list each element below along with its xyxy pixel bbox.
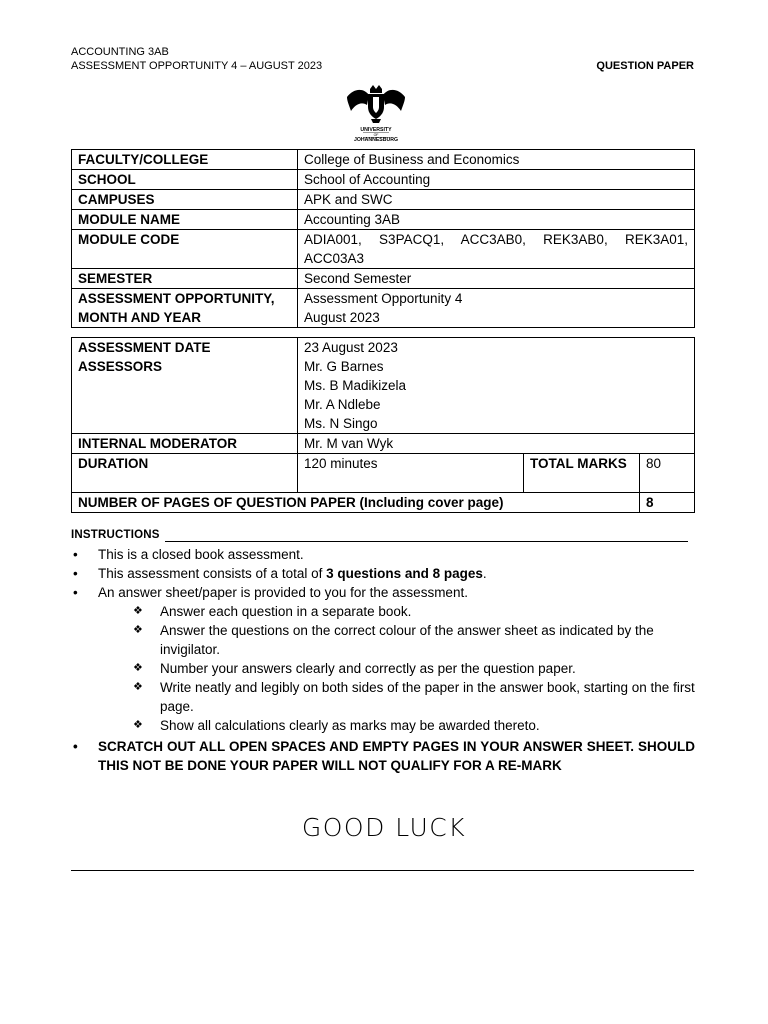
moderator-label: INTERNAL MODERATOR: [72, 434, 298, 454]
semester-label: SEMESTER: [72, 269, 298, 289]
sub-instruction-text: Answer the questions on the correct colour of the answer sheet as indicated by the invigilator.: [160, 623, 654, 657]
diamond-bullet-icon: ❖: [133, 681, 143, 693]
document-type: QUESTION PAPER: [596, 60, 694, 72]
opportunity-value: [298, 289, 695, 328]
duration-label: DURATION: [72, 454, 298, 493]
list-item: [71, 564, 695, 583]
closed-book-text: This is a closed book assessment.: [98, 547, 304, 562]
assessment-details-table: [71, 337, 695, 513]
table-row: [72, 434, 695, 454]
page-header: [71, 45, 322, 73]
list-item: [133, 678, 695, 716]
table-row: [72, 493, 695, 513]
bottom-divider: [71, 870, 694, 871]
consists-text-bold: 3 questions and 8 pages: [326, 566, 483, 581]
duration-value: 120 minutes: [298, 454, 524, 493]
campuses-value: APK and SWC: [298, 190, 695, 210]
assessor-name: Ms. B Madikizela: [304, 378, 407, 393]
assessors-label: ASSESSORS: [72, 357, 298, 434]
assessor-name: Ms. N Singo: [304, 416, 378, 431]
module-name-value: Accounting 3AB: [298, 210, 695, 230]
list-item: [133, 716, 695, 735]
diamond-bullet-icon: ❖: [133, 662, 143, 674]
table-row: [72, 269, 695, 289]
opportunity-label-line-1: ASSESSMENT OPPORTUNITY,: [78, 291, 275, 306]
sub-instructions-list: [98, 602, 695, 735]
table-row: [72, 357, 695, 434]
logo-line-2: OF: [373, 133, 379, 137]
assessor-name: Mr. A Ndlebe: [304, 397, 381, 412]
bullet-icon: •: [73, 739, 78, 754]
sub-instruction-text: Number your answers clearly and correctly as per the question paper.: [160, 661, 576, 676]
list-item: [133, 659, 695, 678]
table-row: [72, 150, 695, 170]
list-item: [71, 545, 695, 564]
assessment-date-value: 23 August 2023: [298, 338, 695, 358]
faculty-value: College of Business and Economics: [298, 150, 695, 170]
table-row: [72, 338, 695, 358]
consists-text-pre: This assessment consists of a total of: [98, 566, 327, 581]
table-row: [72, 289, 695, 328]
diamond-bullet-icon: ❖: [133, 624, 143, 636]
bullet-icon: •: [73, 585, 78, 600]
list-item: [133, 602, 695, 621]
faculty-label: FACULTY/COLLEGE: [72, 150, 298, 170]
table-row: [72, 190, 695, 210]
total-marks-value: 80: [640, 454, 695, 493]
list-item: [71, 583, 695, 735]
module-code-line-2: ACC03A3: [304, 251, 365, 266]
instructions-underline: [165, 541, 688, 542]
semester-value: Second Semester: [298, 269, 695, 289]
campuses-label: CAMPUSES: [72, 190, 298, 210]
university-logo: [343, 83, 409, 147]
opportunity-label: [72, 289, 298, 328]
total-marks-label: TOTAL MARKS: [524, 454, 640, 493]
table-row: [72, 454, 695, 493]
school-value: School of Accounting: [298, 170, 695, 190]
bullet-icon: •: [73, 566, 78, 581]
warning-text: SCRATCH OUT ALL OPEN SPACES AND EMPTY PAGES IN YOUR ANSWER SHEET. SHOULD THIS NOT BE DONE YOUR PAPER WILL NOT QUALIFY FOR A RE-MARK: [98, 739, 695, 773]
module-info-table: [71, 149, 695, 328]
pages-label: NUMBER OF PAGES OF QUESTION PAPER (Including cover page): [72, 493, 640, 513]
table-row: [72, 210, 695, 230]
answer-sheet-text: An answer sheet/paper is provided to you for the assessment.: [98, 585, 468, 600]
warning-list: [71, 737, 695, 775]
table-row: [72, 230, 695, 269]
module-name-label: MODULE NAME: [72, 210, 298, 230]
table-row: [72, 170, 695, 190]
sub-instruction-text: Write neatly and legibly on both sides of the paper in the answer book, starting on the first page.: [160, 680, 695, 714]
moderator-value: Mr. M van Wyk: [298, 434, 695, 454]
school-label: SCHOOL: [72, 170, 298, 190]
instructions-heading: INSTRUCTIONS: [71, 529, 160, 541]
list-item: [71, 737, 695, 775]
bullet-icon: •: [73, 547, 78, 562]
sub-instruction-text: Show all calculations clearly as marks may be awarded thereto.: [160, 718, 540, 733]
consists-text-post: .: [482, 566, 487, 581]
diamond-bullet-icon: ❖: [133, 605, 143, 617]
list-item: [133, 621, 695, 659]
sub-instruction-text: Answer each question in a separate book.: [160, 604, 412, 619]
assessor-name: Mr. G Barnes: [304, 359, 384, 374]
module-code-line-1: ADIA001, S3PACQ1, ACC3AB0, REK3AB0, REK3A01,: [304, 232, 688, 247]
instructions-list: [71, 545, 695, 735]
module-code-value: [298, 230, 695, 269]
assessors-value: [298, 357, 695, 434]
month-year-line: August 2023: [304, 310, 380, 325]
module-code-label: MODULE CODE: [72, 230, 298, 269]
diamond-bullet-icon: ❖: [133, 719, 143, 731]
pages-value: 8: [640, 493, 695, 513]
assessment-header: ASSESSMENT OPPORTUNITY 4 – AUGUST 2023: [71, 60, 323, 72]
good-luck-text: GOOD LUCK: [301, 813, 467, 842]
opportunity-line: Assessment Opportunity 4: [304, 291, 463, 306]
logo-line-1: UNIVERSITY: [360, 127, 392, 133]
assessment-date-label: ASSESSMENT DATE: [72, 338, 298, 358]
module-header: ACCOUNTING 3AB: [71, 46, 169, 58]
logo-line-3: JOHANNESBURG: [353, 137, 399, 143]
opportunity-label-line-2: MONTH AND YEAR: [78, 310, 202, 325]
